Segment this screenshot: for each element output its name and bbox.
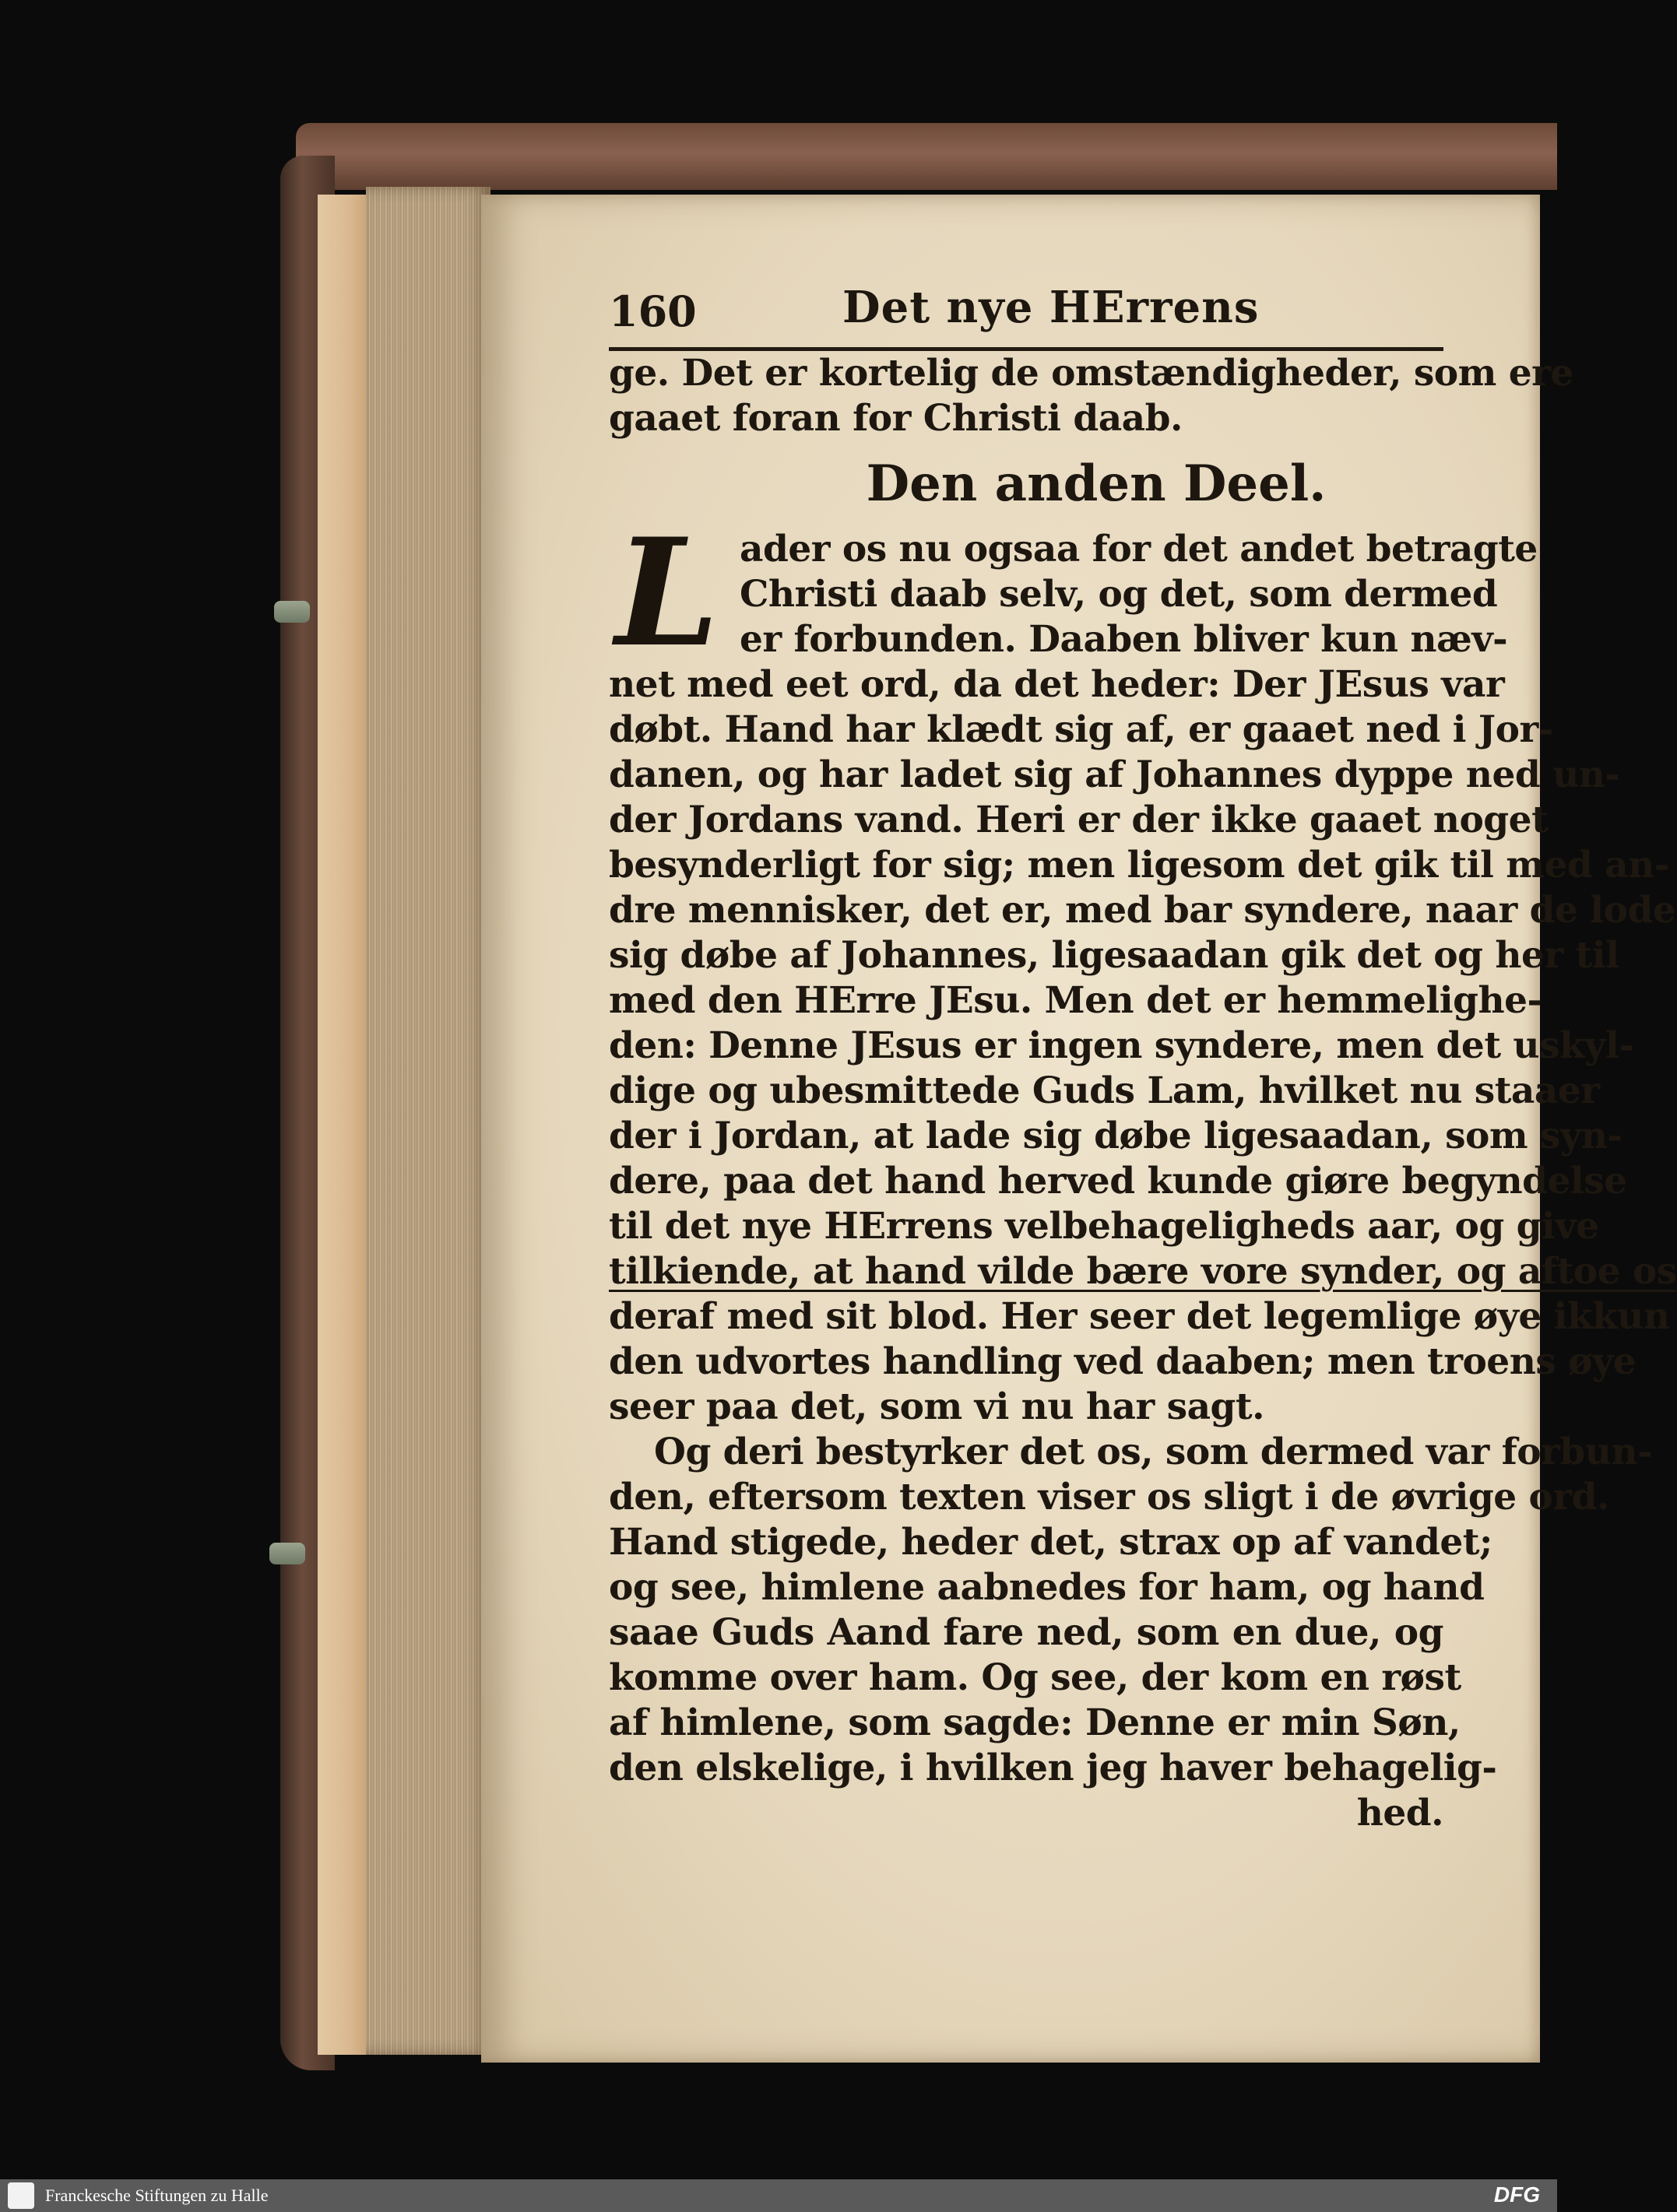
page-header	[609, 280, 1443, 351]
text-line: til det nye HErrens velbehageligheds aar, og give	[609, 1205, 1599, 1248]
text-line: af himlene, som sagde: Denne er min Søn,	[609, 1701, 1461, 1744]
text-line: sig døbe af Johannes, ligesaadan gik det og her til	[609, 934, 1619, 977]
text-line: dere, paa det hand herved kunde giøre begyndelse	[609, 1160, 1627, 1203]
text-line: og see, himlene aabnedes for ham, og hand	[609, 1566, 1485, 1609]
text-block	[609, 280, 1677, 1836]
text-line: saae Guds Aand fare ned, som en due, og	[609, 1611, 1443, 1654]
text-line: dre mennisker, det er, med bar syndere, naar de lode	[609, 889, 1676, 932]
footer-bar	[0, 2179, 1557, 2212]
text-line: den, eftersom texten viser os sligt i de øvrige ord.	[609, 1476, 1609, 1519]
page-edges	[366, 187, 490, 2055]
text-line: er forbunden. Daaben bliver kun næv-	[740, 618, 1508, 661]
text-line: den udvortes handling ved daaben; men troens øye	[609, 1340, 1637, 1383]
text-line: net med eet ord, da det heder: Der JEsus var	[609, 663, 1505, 706]
footer-credit: Franckesche Stiftungen zu Halle	[45, 2186, 269, 2205]
text-line: seer paa det, som vi nu har sagt.	[609, 1385, 1264, 1428]
endpaper	[318, 195, 372, 2055]
text-line: danen, og har ladet sig af Johannes dyppe ned un-	[609, 753, 1620, 796]
text-line: besynderligt for sig; men ligesom det gik til med an-	[609, 844, 1669, 887]
text-line: deraf med sit blod. Her seer det legemlige øye ikkun	[609, 1295, 1670, 1338]
text-line: hed.	[1356, 1792, 1443, 1835]
text-line: komme over ham. Og see, der kom en røst	[609, 1656, 1461, 1699]
text-line: med den HErre JEsu. Men det er hemmelighe-	[609, 979, 1542, 1022]
drop-cap-paragraph	[609, 506, 1538, 679]
text-line: døbt. Hand har klædt sig af, er gaaet ned i Jor-	[609, 708, 1553, 751]
text-line: den: Denne JEsus er ingen syndere, men det uskyl-	[609, 1024, 1634, 1067]
text-line: gaaet foran for Christi daab.	[609, 397, 1183, 440]
section-heading: Den anden Deel.	[866, 455, 1327, 513]
text-line: Hand stigede, heder det, strax op af vandet;	[609, 1521, 1492, 1564]
page-number: 160	[609, 286, 697, 336]
text-line: der i Jordan, at lade sig døbe ligesaadan, som syn-	[609, 1115, 1623, 1157]
text-line: Christi daab selv, og det, som dermed	[740, 573, 1498, 616]
page-clip-tab	[269, 1543, 305, 1564]
book-cover-top	[296, 123, 1557, 190]
text-line: ader os nu ogsaa for det andet betragte	[740, 528, 1538, 571]
text-line: dige og ubesmittede Guds Lam, hvilket nu staaer	[609, 1069, 1600, 1112]
text-line-underlined: tilkiende, at hand vilde bære vore synder, og aftoe os	[609, 1250, 1677, 1293]
dfg-logo: DFG	[1493, 2182, 1540, 2207]
drop-cap: L	[615, 506, 719, 679]
institution-logo-icon	[8, 2182, 34, 2209]
running-title: Det nye HErrens	[842, 282, 1260, 333]
page-clip-tab	[274, 601, 310, 623]
text-line: der Jordans vand. Heri er der ikke gaaet noget	[609, 799, 1549, 841]
text-line: ge. Det er kortelig de omstændigheder, som ere	[609, 352, 1573, 395]
text-line: Og deri bestyrker det os, som dermed var forbun-	[654, 1431, 1653, 1473]
text-line: den elskelige, i hvilken jeg haver behagelig-	[609, 1747, 1497, 1789]
